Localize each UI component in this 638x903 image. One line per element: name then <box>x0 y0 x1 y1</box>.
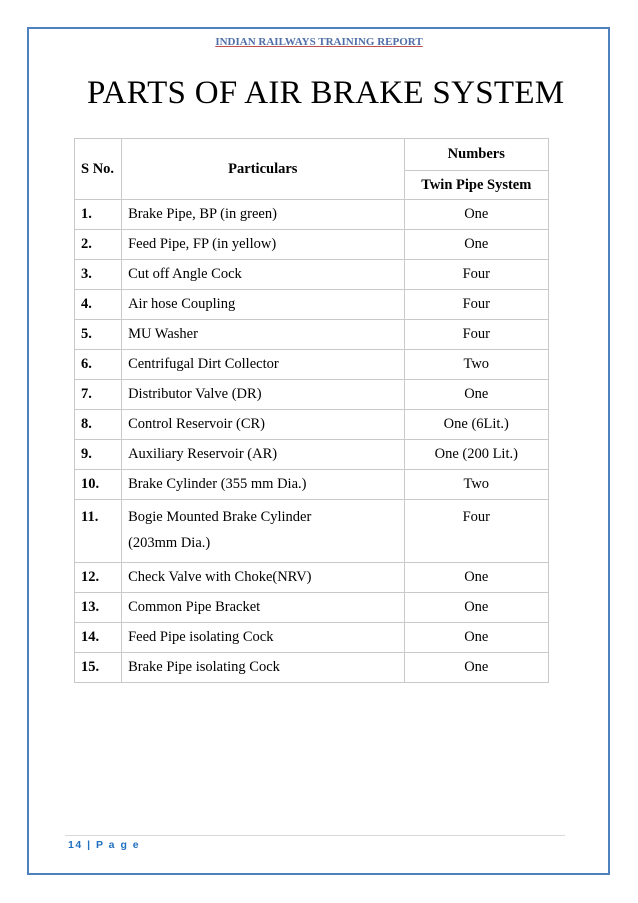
cell-sno: 12. <box>75 563 122 593</box>
cell-particulars <box>122 500 404 563</box>
cell-sno: 2. <box>75 230 122 260</box>
cell-sno: 9. <box>75 440 122 470</box>
cell-numbers: One <box>404 563 548 593</box>
table-row <box>75 593 549 623</box>
cell-sno: 15. <box>75 653 122 683</box>
cell-particulars: Feed Pipe isolating Cock <box>122 623 404 653</box>
table-row <box>75 623 549 653</box>
cell-particulars: Common Pipe Bracket <box>122 593 404 623</box>
cell-numbers: Four <box>404 260 548 290</box>
table-row <box>75 500 549 563</box>
header-particulars: Particulars <box>122 139 404 200</box>
cell-numbers: One <box>404 593 548 623</box>
page-title: PARTS OF AIR BRAKE SYSTEM <box>87 75 565 111</box>
header-sno: S No. <box>75 139 122 200</box>
cell-numbers: One <box>404 623 548 653</box>
cell-numbers: Four <box>404 500 548 563</box>
cell-particulars: Feed Pipe, FP (in yellow) <box>122 230 404 260</box>
cell-sno: 5. <box>75 320 122 350</box>
cell-sno: 6. <box>75 350 122 380</box>
parts-table <box>74 138 549 683</box>
table-row <box>75 230 549 260</box>
table-row <box>75 200 549 230</box>
header-numbers: Numbers <box>404 139 548 171</box>
table-row <box>75 380 549 410</box>
table-row <box>75 290 549 320</box>
cell-sno: 14. <box>75 623 122 653</box>
cell-numbers: Four <box>404 320 548 350</box>
footer-divider <box>65 835 565 836</box>
table-row <box>75 410 549 440</box>
cell-sno: 11. <box>75 500 122 563</box>
cell-sno: 8. <box>75 410 122 440</box>
cell-numbers: Two <box>404 350 548 380</box>
cell-sno: 1. <box>75 200 122 230</box>
table-row <box>75 440 549 470</box>
table-row <box>75 653 549 683</box>
table-row <box>75 470 549 500</box>
cell-particulars-line2: (203mm Dia.) <box>128 535 211 551</box>
running-header: INDIAN RAILWAYS TRAINING REPORT <box>215 36 423 48</box>
cell-sno: 7. <box>75 380 122 410</box>
cell-particulars: Auxiliary Reservoir (AR) <box>122 440 404 470</box>
table-row <box>75 320 549 350</box>
cell-numbers: Four <box>404 290 548 320</box>
cell-particulars: Brake Cylinder (355 mm Dia.) <box>122 470 404 500</box>
table-row <box>75 350 549 380</box>
cell-particulars: Air hose Coupling <box>122 290 404 320</box>
cell-particulars: Brake Pipe isolating Cock <box>122 653 404 683</box>
cell-numbers: One <box>404 653 548 683</box>
cell-numbers: One <box>404 200 548 230</box>
cell-particulars: Centrifugal Dirt Collector <box>122 350 404 380</box>
cell-sno: 3. <box>75 260 122 290</box>
cell-numbers: One (200 Lit.) <box>404 440 548 470</box>
cell-particulars: Brake Pipe, BP (in green) <box>122 200 404 230</box>
table-row <box>75 563 549 593</box>
cell-particulars: Distributor Valve (DR) <box>122 380 404 410</box>
cell-particulars: Check Valve with Choke(NRV) <box>122 563 404 593</box>
cell-numbers: One (6Lit.) <box>404 410 548 440</box>
cell-numbers: One <box>404 230 548 260</box>
table-row <box>75 260 549 290</box>
cell-particulars: Cut off Angle Cock <box>122 260 404 290</box>
header-twin-pipe-system: Twin Pipe System <box>404 171 548 200</box>
cell-numbers: One <box>404 380 548 410</box>
cell-particulars: MU Washer <box>122 320 404 350</box>
cell-particulars: Control Reservoir (CR) <box>122 410 404 440</box>
cell-numbers: Two <box>404 470 548 500</box>
cell-sno: 13. <box>75 593 122 623</box>
page-number: 14 | P a g e <box>68 839 141 851</box>
cell-particulars-line1: Bogie Mounted Brake Cylinder <box>128 509 312 525</box>
cell-sno: 4. <box>75 290 122 320</box>
cell-sno: 10. <box>75 470 122 500</box>
